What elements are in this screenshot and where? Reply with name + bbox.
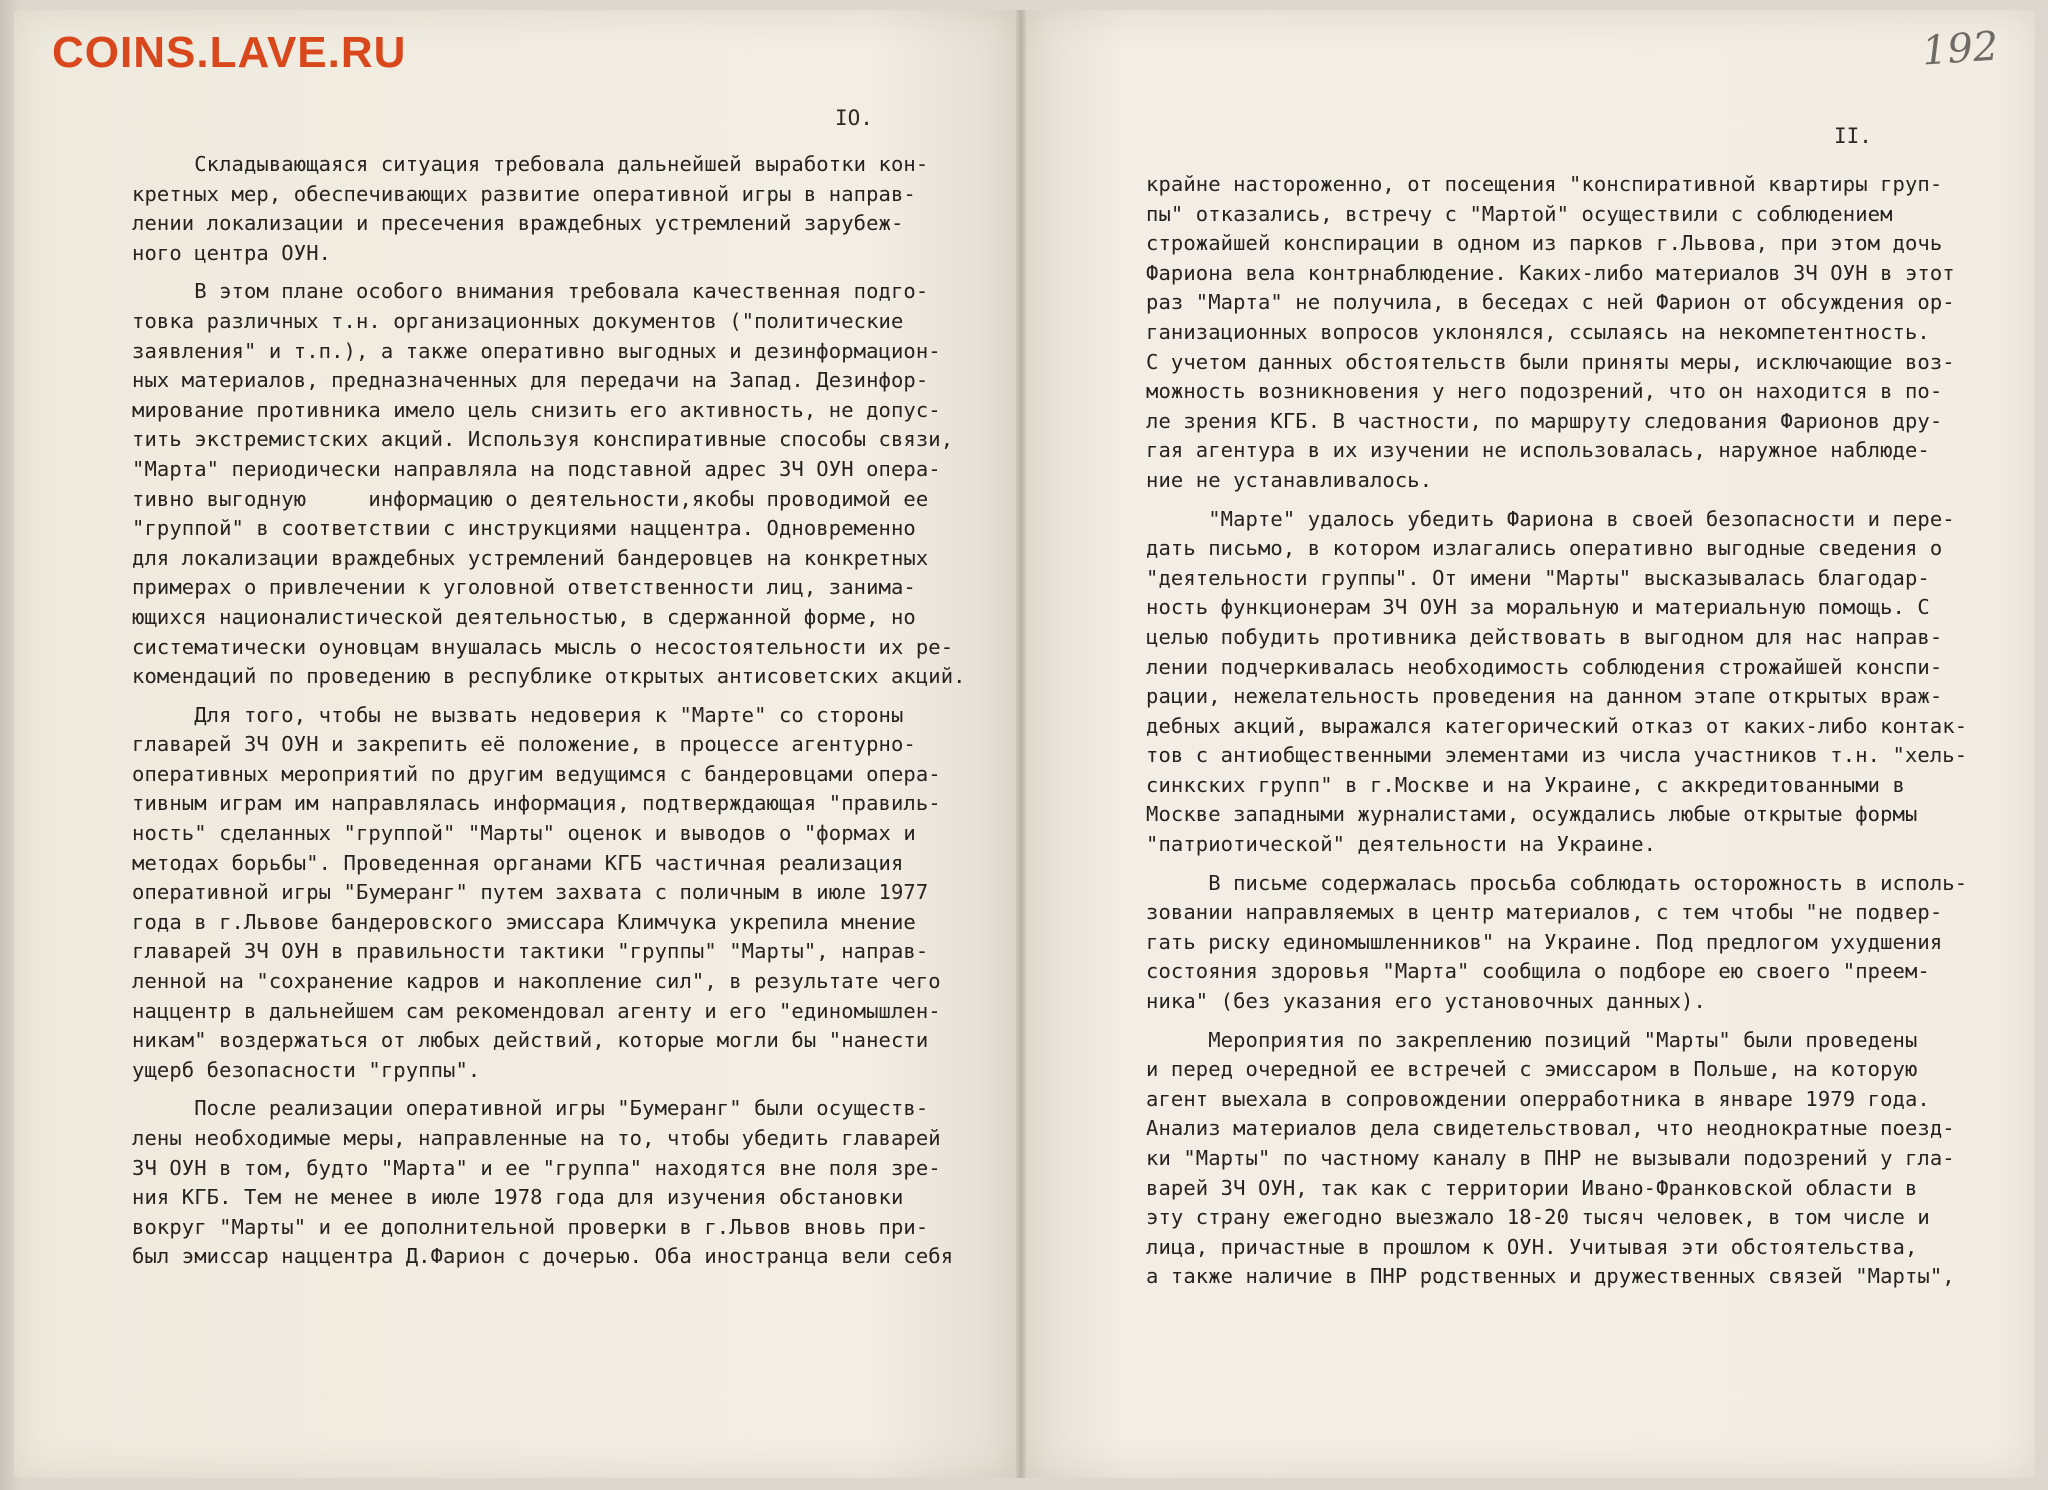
text-line: крайне настороженно, от посещения "конспиративной квартиры груп- <box>1146 172 1943 196</box>
text-line: строжайшей конспирации в одном из парков г.Львова, при этом дочь <box>1146 231 1943 256</box>
text-line: комендаций по проведению в республике открытых антисоветских акций. <box>132 664 966 689</box>
text-line: тить экстремистских акций. Используя конспиративные способы связи, <box>132 427 954 452</box>
left-page-number: IO. <box>835 106 873 130</box>
text-line: ние не устанавливалось. <box>1146 467 1433 492</box>
handwritten-page-number: 192 <box>1920 23 2000 75</box>
text-line: года в г.Львове бандеровского эмиссара Климчука укрепила мнение <box>132 909 916 934</box>
text-line: ника" (без указания его установочных данных). <box>1146 989 1706 1014</box>
text-line: методах борьбы". Проведенная органами КГБ частичная реализация <box>132 850 904 875</box>
text-line: лены необходимые меры, направленные на то, чтобы убедить главарей <box>132 1126 941 1150</box>
text-line: состояния здоровья "Марта" сообщила о подборе ею своего "преем- <box>1146 959 1930 984</box>
text-line: пы" отказались, встречу с "Мартой" осуществили с соблюдением <box>1146 201 1893 226</box>
text-line: лица, причастные в прошлом к ОУН. Учитывая эти обстоятельства, <box>1146 1234 1918 1259</box>
text-line: товка различных т.н. организационных документов ("политические <box>132 308 904 333</box>
paragraph <box>1146 1026 1966 1292</box>
text-line: гать риску единомышленников" на Украине. Под предлогом ухудшения <box>1146 929 1943 954</box>
text-line: "деятельности группы". От имени "Марты" высказывалась благодар- <box>1146 565 1930 590</box>
paragraph <box>1146 170 1966 496</box>
text-line: оперативных мероприятий по другим ведущимся с бандеровцами опера- <box>132 761 941 786</box>
text-line: мирование противника имело цель снизить его активность, не допус- <box>132 397 941 422</box>
text-line: Для того, чтобы не вызвать недоверия к "Марте" со стороны <box>132 702 904 727</box>
text-line: раз "Марта" не получила, в беседах с ней Фарион от обсуждения ор- <box>1146 290 1955 315</box>
text-line: Москве западными журналистами, осуждались любые открытые формы <box>1146 802 1918 827</box>
text-line: заявления" и т.п.), а также оперативно выгодных и дезинформацион- <box>132 338 941 363</box>
text-line: эту страну ежегодно выезжало 18-20 тысяч человек, в том числе и <box>1146 1205 1930 1230</box>
paragraph <box>132 701 952 1086</box>
text-line: дать письмо, в котором излагались оперативно выгодные сведения о <box>1146 536 1943 561</box>
text-line: ле зрения КГБ. В частности, по маршруту следования Фарионов дру- <box>1146 408 1943 433</box>
text-line: В этом плане особого внимания требовала качественная подго- <box>132 279 929 304</box>
text-line: ленной на "сохранение кадров и накопление сил", в результате чего <box>132 969 941 994</box>
text-line: "Марте" удалось убедить Фариона в своей безопасности и пере- <box>1146 506 1955 531</box>
text-line: тов с антиобщественными элементами из числа участников т.н. "хель- <box>1146 743 1968 768</box>
text-line: лении подчеркивалась необходимость соблюдения строжайшей конспи- <box>1146 654 1943 679</box>
text-line: ганизационных вопросов уклонялся, ссылаясь на некомпетентность. <box>1146 319 1930 344</box>
text-line: главарей ЗЧ ОУН в правильности тактики "группы" "Марты", направ- <box>132 939 929 964</box>
text-line: ного центра ОУН. <box>132 240 332 265</box>
text-line: рации, нежелательность проведения на данном этапе открытых враж- <box>1146 684 1943 709</box>
text-line: тивным играм им направлялась информация, подтверждающая "правиль- <box>132 791 941 816</box>
text-line: для локализации враждебных устремлений бандеровцев на конкретных <box>132 545 929 570</box>
text-line: систематически оуновцам внушалась мысль о несостоятельности их ре- <box>132 634 954 659</box>
text-line: зовании направляемых в центр материалов, с тем чтобы "не подвер- <box>1146 900 1943 925</box>
text-line: дебных акций, выражался категорический отказ от каких-либо контак- <box>1146 713 1968 738</box>
paragraph <box>1146 869 1966 1017</box>
text-line: Фариона вела контрнаблюдение. Каких-либо материалов ЗЧ ОУН в этот <box>1146 260 1955 285</box>
text-line: наццентр в дальнейшем сам рекомендовал агенту и его "единомышлен- <box>132 998 941 1023</box>
right-page-text <box>1146 170 1966 1301</box>
paragraph <box>132 150 952 268</box>
text-line: ущерб безопасности "группы". <box>132 1057 481 1082</box>
text-line: Анализ материалов дела свидетельствовал, что неоднократные поезд- <box>1146 1116 1955 1141</box>
text-line: оперативной игры "Бумеранг" путем захвата с поличным в июле 1977 <box>132 880 929 905</box>
text-line: С учетом данных обстоятельств были приняты меры, исключающие воз- <box>1146 349 1955 374</box>
watermark: COINS.LAVE.RU <box>52 28 407 77</box>
text-line: "Марта" периодически направляла на подставной адрес ЗЧ ОУН опера- <box>132 456 941 481</box>
paragraph <box>132 277 966 691</box>
text-line: Складывающаяся ситуация требовала дальнейшей выработки кон- <box>132 152 929 176</box>
text-line: никам" воздержаться от любых действий, которые могли бы "нанести <box>132 1028 929 1053</box>
text-line: варей ЗЧ ОУН, так как с территории Ивано-Франковской области в <box>1146 1175 1918 1200</box>
right-page-number: II. <box>1834 124 1872 148</box>
text-line: целью побудить противника действовать в выгодном для нас направ- <box>1146 624 1943 649</box>
text-line: ки "Марты" по частному каналу в ПНР не вызывали подозрений у гла- <box>1146 1146 1955 1170</box>
text-line: ных материалов, предназначенных для передачи на Запад. Дезинфор- <box>132 368 929 393</box>
paragraph <box>1146 505 1966 860</box>
text-line: "патриотической" деятельности на Украине. <box>1146 832 1657 857</box>
text-line: В письме содержалась просьба соблюдать осторожность в исполь- <box>1146 870 1968 895</box>
text-line: кретных мер, обеспечивающих развитие оперативной игры в направ- <box>132 181 916 206</box>
book-spine <box>1016 10 1026 1478</box>
text-line: примерах о привлечении к уголовной ответственности лиц, занима- <box>132 575 916 600</box>
text-line: ющихся националистической деятельностью, в сдержанной форме, но <box>132 604 916 629</box>
text-line: ность функционерам ЗЧ ОУН за моральную и материальную помощь. С <box>1146 595 1930 620</box>
text-line: и перед очередной ее встречей с эмиссаром в Польше, на которую <box>1146 1057 1918 1082</box>
text-line: ния КГБ. Тем не менее в июле 1978 года для изучения обстановки <box>132 1185 904 1210</box>
left-page-text <box>132 150 966 1281</box>
text-line: синкских групп" в г.Москве и на Украине, с аккредитованными в <box>1146 772 1905 797</box>
text-line: а также наличие в ПНР родственных и дружественных связей "Марты", <box>1146 1264 1955 1289</box>
text-line: тивно выгодную информацию о деятельности,якобы проводимой ее <box>132 486 929 511</box>
text-line: ность" сделанных "группой" "Марты" оценок и выводов о "формах и <box>132 821 916 846</box>
text-line: агент выехала в сопровождении оперработника в январе 1979 года. <box>1146 1086 1930 1111</box>
text-line: Мероприятия по закреплению позиций "Марты" были проведены <box>1146 1027 1918 1052</box>
text-line: После реализации оперативной игры "Бумеранг" были осуществ- <box>132 1096 929 1121</box>
text-line: был эмиссар наццентра Д.Фарион с дочерью. Оба иностранца вели себя <box>132 1244 954 1269</box>
text-line: ЗЧ ОУН в том, будто "Марта" и ее "группа" находятся вне поля зре- <box>132 1155 941 1180</box>
text-line: гая агентура в их изучении не использовалась, наружное наблюде- <box>1146 438 1930 463</box>
text-line: "группой" в соответствии с инструкциями наццентра. Одновременно <box>132 516 916 541</box>
text-line: вокруг "Марты" и ее дополнительной проверки в г.Львов вновь при- <box>132 1214 929 1239</box>
text-line: главарей ЗЧ ОУН и закрепить её положение, в процессе агентурно- <box>132 732 916 757</box>
paragraph <box>132 1094 952 1272</box>
text-line: можность возникновения у него подозрений, что он находится в по- <box>1146 379 1943 404</box>
text-line: лении локализации и пресечения враждебных устремлений зарубеж- <box>132 211 904 236</box>
